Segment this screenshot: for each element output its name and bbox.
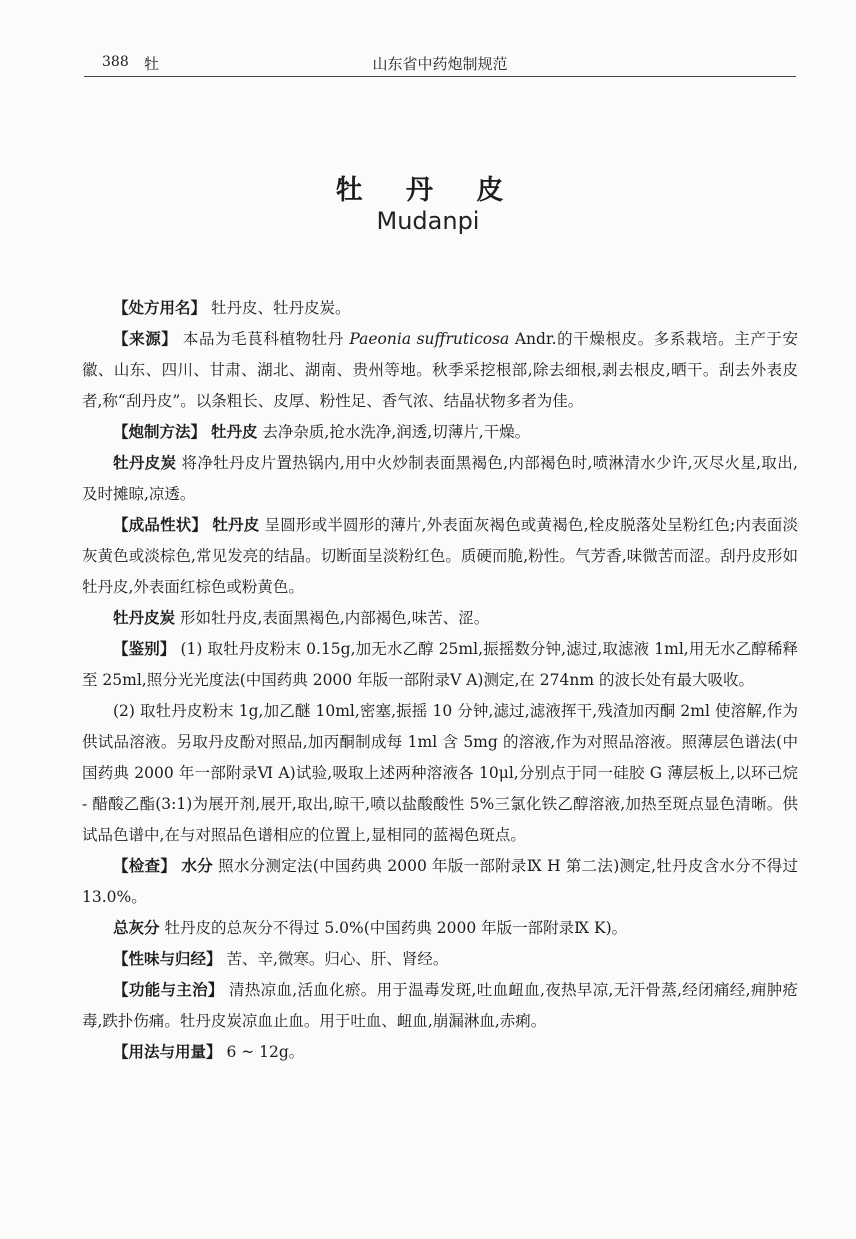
section-inspection	[82, 851, 798, 913]
subsection-label: 牡丹皮	[212, 516, 260, 534]
section-names	[82, 293, 798, 324]
section-label: 【处方用名】	[113, 299, 207, 317]
subsection-label: 牡丹皮炭	[113, 609, 176, 627]
section-processing	[82, 417, 798, 448]
section-text: 6 ~ 12g。	[226, 1043, 305, 1061]
section-text: 苦、辛,微寒。归心、肝、肾经。	[226, 950, 449, 968]
subsection-label: 牡丹皮	[210, 423, 258, 441]
section-text: 去净杂质,抢水洗净,润透,切薄片,干燥。	[262, 423, 531, 441]
section-text: 清热凉血,活血化瘀。用于温毒发斑,吐血衄血,夜热早凉,无汗骨蒸,经闭痛经,痈肿疮毒,跌扑伤痛。牡丹皮炭凉血止血。用于吐血、衄血,崩漏淋血,赤痢。	[82, 981, 798, 1030]
monograph-pinyin: Mudanpi	[376, 207, 480, 235]
section-label: 【性味与归经】	[113, 950, 222, 968]
section-text: 牡丹皮、牡丹皮炭。	[210, 299, 351, 317]
section-identification-2	[82, 696, 798, 851]
section-inspection-2	[82, 913, 798, 944]
section-nature	[82, 944, 798, 975]
section-text: 照水分测定法(中国药典 2000 年版一部附录Ⅸ H 第二法)测定,牡丹皮含水分不得过 13.0%。	[82, 857, 798, 906]
section-text: 形如牡丹皮,表面黑褐色,内部褐色,味苦、涩。	[179, 609, 490, 627]
header-herb-char: 牡	[144, 55, 160, 73]
section-label: 【炮制方法】	[113, 423, 207, 441]
section-label: 【检查】	[113, 857, 177, 875]
section-text: (2) 取牡丹皮粉末 1g,加乙醚 10ml,密塞,振摇 10 分钟,滤过,滤液挥干,残渣加丙酮 2ml 使溶解,作为供试品溶液。另取丹皮酚对照品,加丙酮制成每 1ml 含 5mg 的溶液,作为对照品溶液。照薄层色谱法(中国药典 2000 年一部附录Ⅵ A)试验,吸取上述两种溶液各 10μl,分别点于同一硅胶 G 薄层板上,以环己烷 - 醋酸乙酯(3:1)为展开剂,展开,取出,晾干,喷以盐酸酸性 5%三氯化铁乙醇溶液,加热至斑点显色清晰。供试品色谱中,在与对照品色谱相应的位置上,显相同的蓝褐色斑点。	[82, 702, 798, 844]
section-text: (1) 取牡丹皮粉末 0.15g,加无水乙醇 25ml,振摇数分钟,滤过,取滤液 1ml,用无水乙醇稀释至 25ml,照分光光度法(中国药典 2000 年版一部附录Ⅴ A)测定,在 274nm 的波长处有最大吸收。	[82, 640, 798, 689]
section-text: 将净牡丹皮片置热锅内,用中火炒制表面黑褐色,内部褐色时,喷淋清水少许,灭尽火星,取出,及时摊晾,凉透。	[82, 454, 798, 503]
subsection-label: 牡丹皮炭	[113, 454, 177, 472]
latin-name: Paeonia suffruticosa	[349, 330, 510, 348]
monograph-body	[82, 293, 798, 1068]
section-identification	[82, 634, 798, 696]
section-function	[82, 975, 798, 1037]
book-title: 山东省中药炮制规范	[372, 55, 508, 73]
section-label: 【成品性状】	[113, 516, 208, 534]
section-text: 本品为毛茛科植物牡丹	[182, 330, 344, 348]
section-usage	[82, 1037, 798, 1068]
section-label: 【功能与主治】	[113, 981, 224, 999]
section-label: 【鉴别】	[113, 640, 176, 658]
page-number: 388	[102, 54, 129, 70]
monograph-title: 牡 丹 皮	[335, 175, 521, 206]
section-text: 呈圆形或半圆形的薄片,外表面灰褐色或黄褐色,栓皮脱落处呈粉红色;内表面淡灰黄色或淡棕色,常见发亮的结晶。切断面呈淡粉红色。质硬而脆,粉性。气芳香,味微苦而涩。刮丹皮形如牡丹皮,外表面红棕色或粉黄色。	[82, 516, 798, 596]
section-text: Andr.的干燥根皮。多系栽培。主产于安徽、山东、四川、甘肃、湖北、湖南、贵州等地。秋季采挖根部,除去细根,剥去根皮,晒干。刮去外表皮者,称“刮丹皮”。以条粗长、皮厚、粉性足、香气浓、结晶状物多者为佳。	[82, 330, 798, 410]
section-processing-2	[82, 448, 798, 510]
section-text: 牡丹皮的总灰分不得过 5.0%(中国药典 2000 年版一部附录Ⅸ K)。	[164, 919, 628, 937]
page-header	[84, 50, 796, 77]
section-label: 【来源】	[113, 330, 178, 348]
section-source	[82, 324, 798, 417]
section-label: 【用法与用量】	[113, 1043, 222, 1061]
section-character	[82, 510, 798, 603]
subsection-label: 水分	[181, 857, 213, 875]
subsection-label: 总灰分	[113, 919, 160, 937]
section-character-2	[82, 603, 798, 634]
